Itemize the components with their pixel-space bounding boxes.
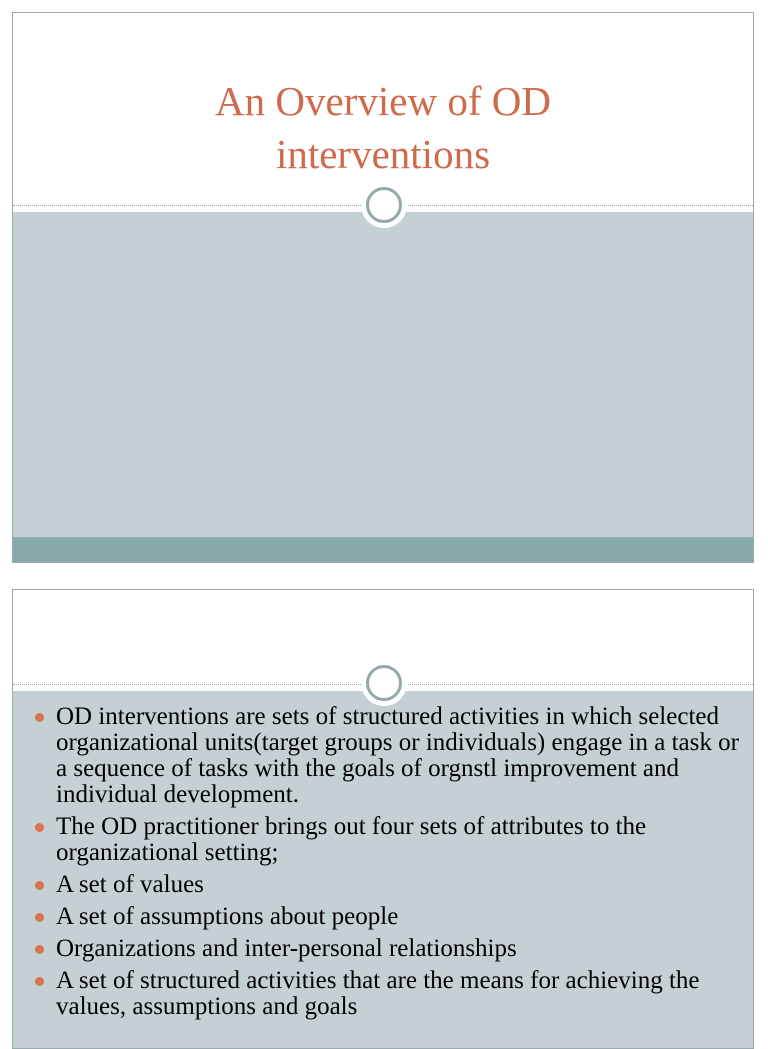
slide-title-line-2: interventions [275, 131, 491, 177]
bullet-text: A set of values [56, 871, 204, 898]
bullet-icon [35, 977, 44, 986]
list-item [35, 704, 739, 808]
slide-1 [12, 12, 754, 563]
slide-1-content-area [13, 212, 753, 537]
bullet-text: A set of assumptions about people [56, 903, 399, 930]
slide-title-line-1: An Overview of OD [215, 78, 551, 124]
circle-ornament-icon [361, 660, 407, 706]
list-item [35, 872, 739, 898]
list-item [35, 936, 739, 962]
slide-2 [12, 589, 754, 1049]
bullet-text: Organizations and inter-personal relationships [56, 935, 517, 962]
bullet-icon [35, 713, 44, 722]
slide-title [13, 75, 753, 181]
bullet-text: A set of structured activities that are the means for achieving the values, assumptions and goals [56, 967, 700, 1020]
bullet-icon [35, 945, 44, 954]
bullet-icon [35, 913, 44, 922]
slide-1-footer-band [13, 537, 753, 563]
list-item [35, 904, 739, 930]
list-item [35, 814, 739, 866]
bullet-icon [35, 881, 44, 890]
slide-1-title-area [13, 13, 753, 205]
list-item [35, 968, 739, 1020]
bullet-text: The OD practitioner brings out four sets of attributes to the organizational setting; [56, 813, 647, 866]
bullet-list [35, 704, 739, 1026]
bullet-icon [35, 823, 44, 832]
bullet-text: OD interventions are sets of structured activities in which selected organizational units(target groups or individuals) engage in a task or a sequence of tasks with the goals of orgnstl improvement and individual development. [56, 703, 739, 808]
circle-ornament-icon [361, 182, 407, 228]
